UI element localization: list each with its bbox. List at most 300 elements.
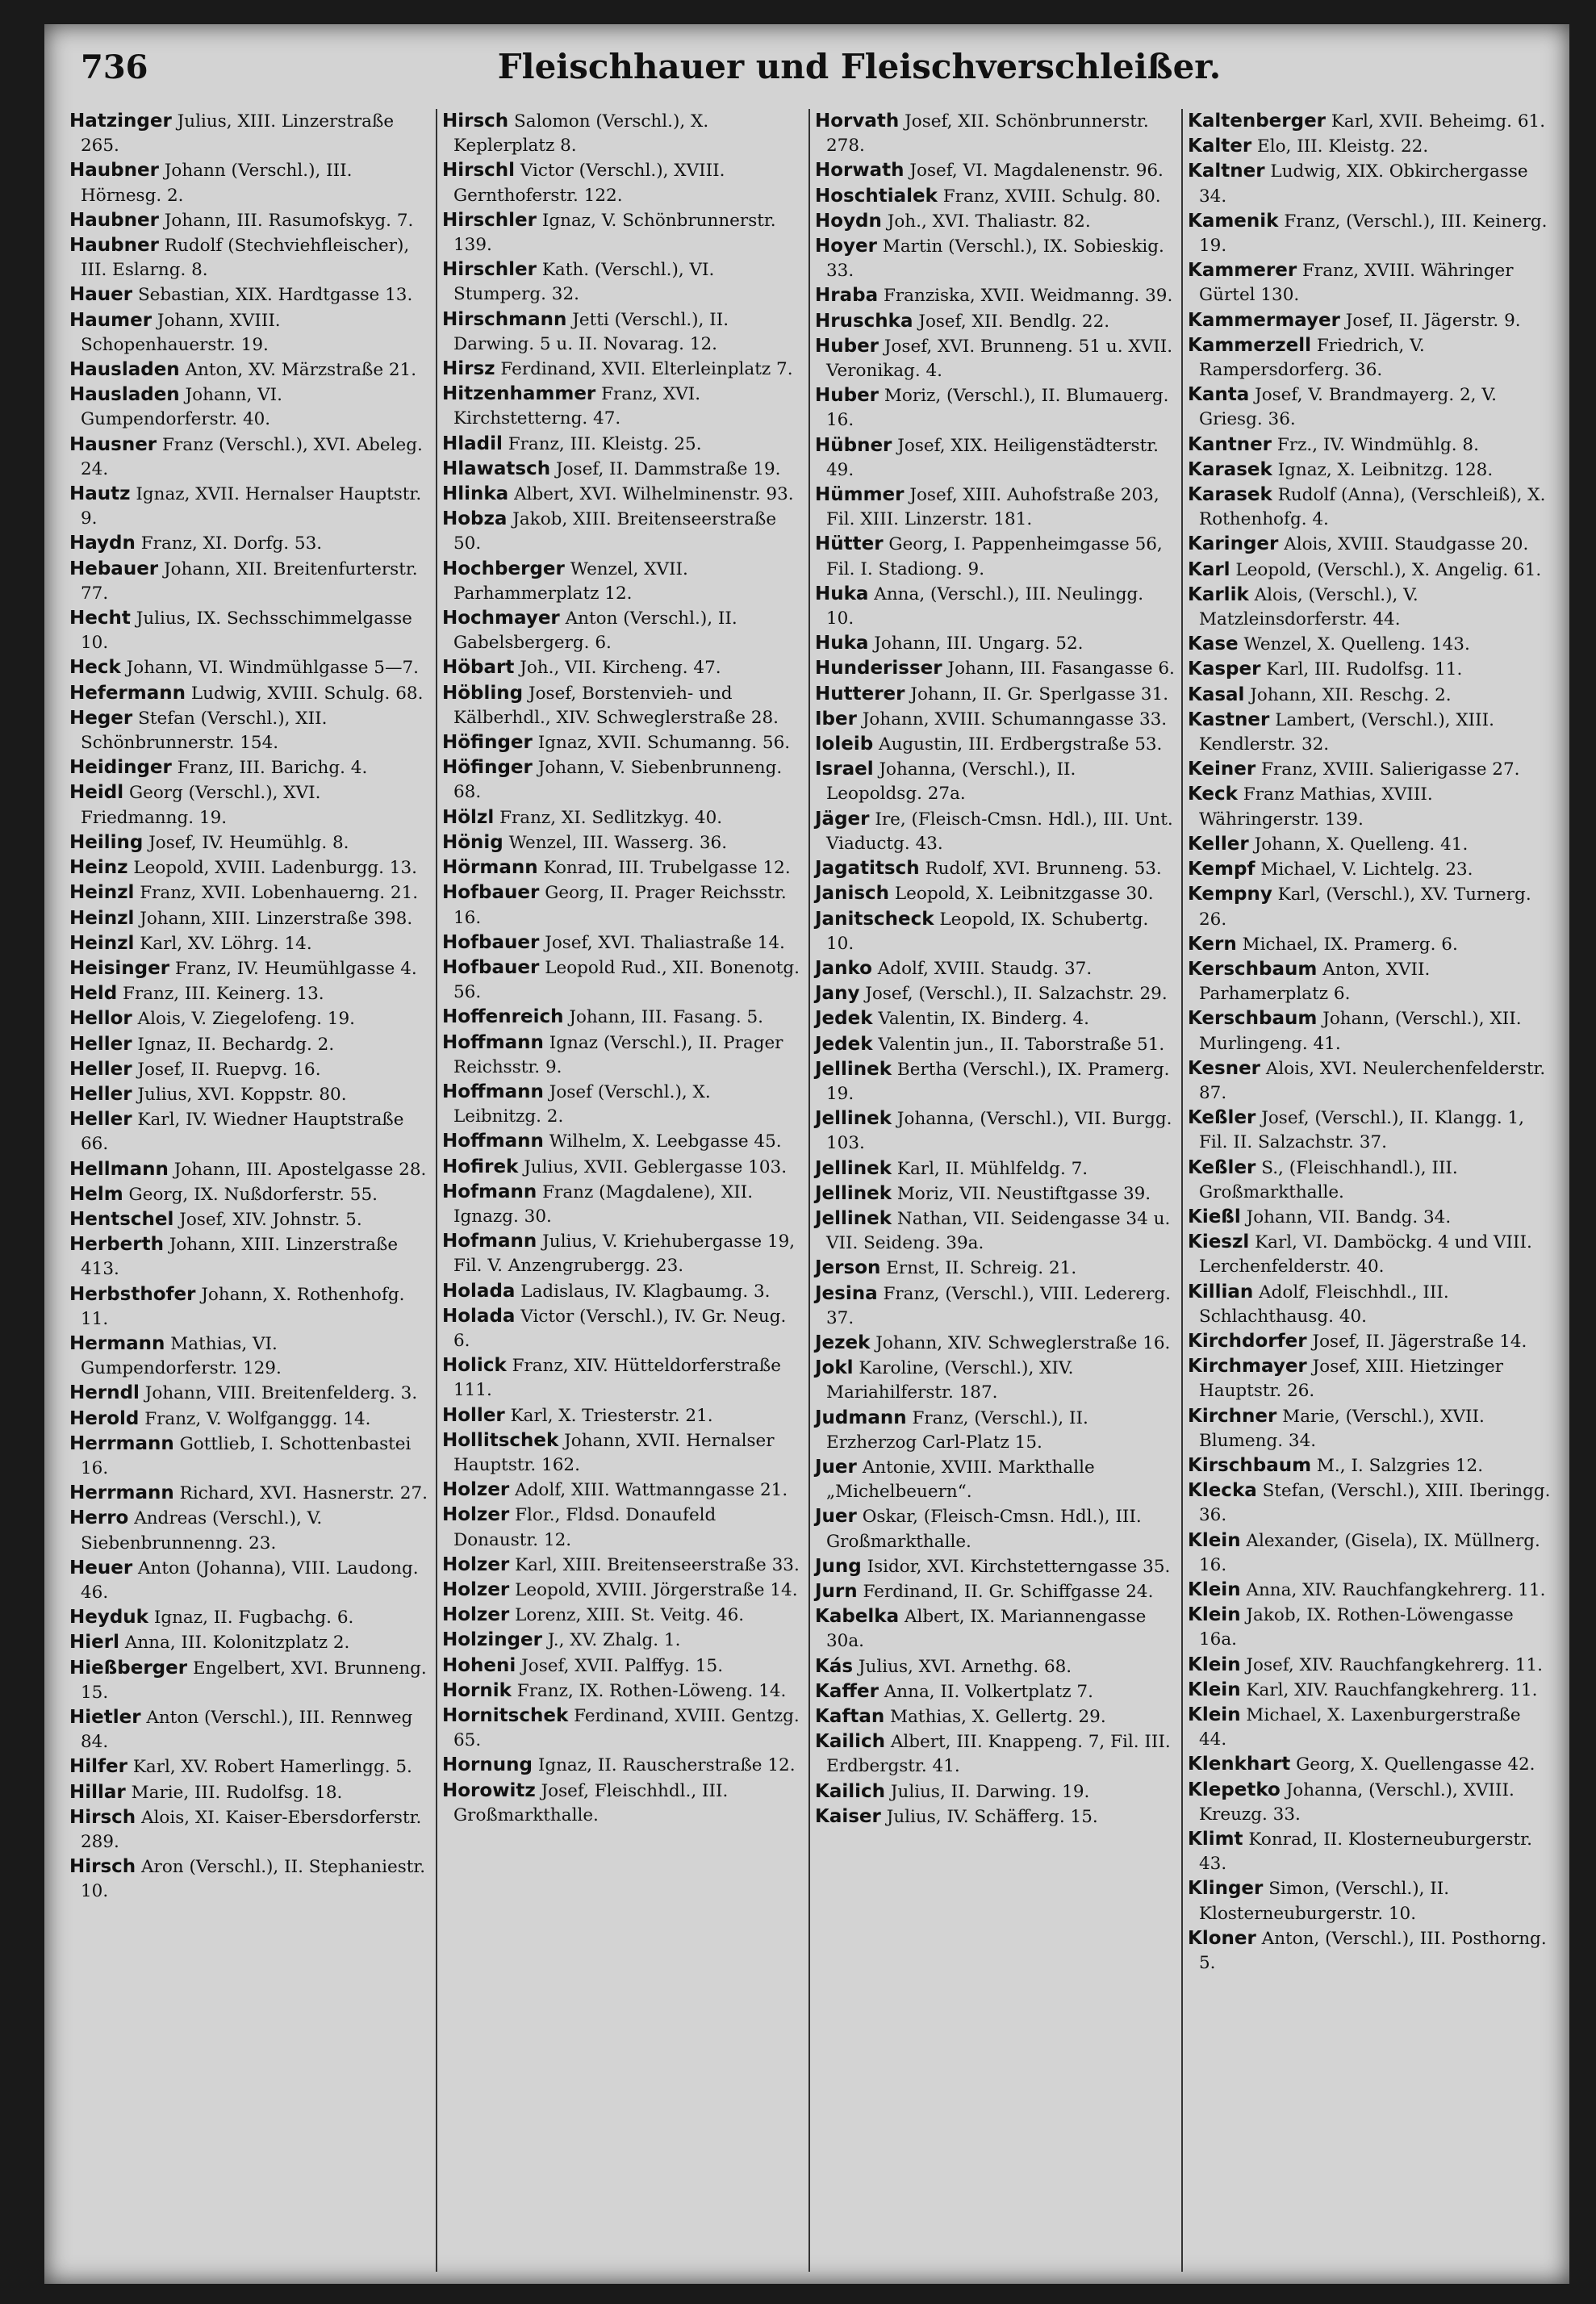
directory-entry: [69, 1282, 431, 1332]
entry-details: Victor (Verschl.), XVIII. Gernthoferstr. 122.: [453, 161, 725, 206]
entry-details: Konrad, II. Klosterneuburgerstr. 43.: [1199, 1829, 1532, 1875]
entry-details: Johann, XVIII. Schumanngasse 33.: [862, 709, 1168, 730]
entry-details: Valentin jun., II. Taborstraße 51.: [878, 1034, 1165, 1055]
entry-name: Hirschmann: [442, 308, 567, 330]
entry-details: Johann, XIII. Linzerstraße 413.: [81, 1235, 399, 1280]
entry-name: Hausladen: [69, 384, 180, 406]
entry-details: Johann, VII. Bandg. 34.: [1246, 1206, 1452, 1227]
entry-details: Richard, XVI. Hasnerstr. 27.: [179, 1483, 428, 1504]
entry-name: Huber: [815, 335, 879, 357]
directory-entry: [1188, 483, 1551, 532]
entry-name: Hofbauer: [442, 956, 540, 978]
directory-entry: [69, 433, 431, 482]
entry-details: Jetti (Verschl.), II. Darwing. 5 u. II. Novarag. 12.: [453, 309, 729, 354]
entry-details: Johann, III. Fasangasse 6.: [947, 659, 1175, 679]
entry-details: Johann, XVIII. Schopenhauerstr. 19.: [81, 310, 281, 355]
entry-name: Keßler: [1188, 1156, 1256, 1178]
entry-details: Wenzel, X. Quelleng. 143.: [1243, 634, 1470, 655]
entry-details: Georg (Verschl.), XVI. Friedmanng. 19.: [81, 783, 321, 828]
directory-entry: [1188, 1329, 1551, 1354]
entry-details: Anna, XIV. Rauchfangkehrerg. 11.: [1246, 1579, 1546, 1600]
directory-entry: [1188, 1578, 1551, 1603]
entry-name: Karasek: [1188, 484, 1272, 506]
entry-details: Georg, IX. Nußdorferstr. 55.: [128, 1184, 378, 1205]
entry-name: Herrmann: [69, 1432, 174, 1454]
directory-entry: [69, 1157, 431, 1182]
entry-name: Klinger: [1188, 1878, 1264, 1900]
entry-details: Franz, III. Barichg. 4.: [177, 758, 368, 779]
directory-entry: [69, 606, 431, 655]
entry-name: Hruschka: [815, 310, 913, 332]
entry-name: Holzer: [442, 1479, 510, 1501]
entry-details: Albert, IX. Mariannengasse 30a.: [826, 1607, 1147, 1652]
entry-name: Hoffmann: [442, 1081, 544, 1102]
entry-name: Höfinger: [442, 732, 533, 754]
entry-details: Josef, V. Brandmayerg. 2, V. Griesg. 36.: [1199, 385, 1497, 430]
entry-name: Kantner: [1188, 433, 1272, 455]
entry-name: Holler: [442, 1404, 505, 1426]
directory-page: [44, 24, 1569, 2284]
entry-name: Heyduk: [69, 1607, 148, 1629]
entry-name: Hausner: [69, 433, 157, 455]
entry-details: Leopold Rud., XII. Bonenotg. 56.: [453, 957, 800, 1003]
directory-entry: [1188, 1106, 1551, 1155]
entry-name: Kailich: [815, 1731, 886, 1753]
entry-details: Franz, XI. Sedlitzkyg. 40.: [499, 807, 723, 828]
entry-name: Haubner: [69, 209, 159, 231]
entry-details: Karl, (Verschl.), XV. Turnerg. 26.: [1199, 884, 1531, 930]
entry-details: Bertha (Verschl.), IX. Pramerg. 19.: [826, 1059, 1170, 1104]
entry-name: Kieszl: [1188, 1231, 1250, 1253]
entry-name: Höbart: [442, 657, 515, 679]
directory-entry: [815, 1156, 1176, 1181]
directory-entry: [442, 382, 804, 431]
directory-entry: [1188, 1678, 1551, 1703]
entry-details: Ignaz, V. Schönbrunnerstr. 139.: [453, 210, 776, 256]
directory-entry: [815, 1206, 1176, 1256]
entry-details: Johann, III. Apostelgasse 28.: [173, 1159, 427, 1180]
entry-details: Anton (Johanna), VIII. Laudong. 46.: [81, 1558, 419, 1603]
entry-name: Hirsz: [442, 358, 495, 380]
entry-details: Marie, (Verschl.), XVII. Blumeng. 34.: [1199, 1406, 1485, 1451]
entry-name: Kloner: [1188, 1927, 1256, 1949]
directory-entry: [442, 1753, 804, 1778]
directory-entry: [1188, 159, 1551, 208]
entry-details: Andreas (Verschl.), V. Siebenbrunnenng. 23.: [81, 1508, 323, 1553]
entry-details: Franz, XIV. Hütteldorferstraße 111.: [453, 1356, 781, 1401]
entry-details: Kath. (Verschl.), VI. Stumperg. 32.: [453, 260, 715, 305]
directory-entry: [442, 1080, 804, 1129]
directory-entry: [1188, 1354, 1551, 1403]
entry-details: Johann, XVII. Hernalser Hauptstr. 162.: [453, 1430, 775, 1475]
directory-entry: [69, 655, 431, 680]
entry-details: Albert, III. Knappeng. 7, Fil. III. Erdbergstr. 41.: [826, 1732, 1171, 1777]
entry-name: Kirchdorfer: [1188, 1330, 1307, 1352]
entry-name: Kanta: [1188, 384, 1250, 406]
entry-details: Aron (Verschl.), II. Stephaniestr. 10.: [81, 1857, 426, 1902]
entry-details: Alois, V. Ziegelofeng. 19.: [137, 1009, 355, 1030]
directory-entry: [1188, 1752, 1551, 1777]
directory-entry: [69, 282, 431, 307]
entry-details: Johanna, (Verschl.), VII. Burgg. 103.: [826, 1109, 1172, 1154]
entry-name: Herrmann: [69, 1482, 174, 1504]
entry-name: Heger: [69, 707, 133, 729]
directory-entry: [1188, 209, 1551, 258]
entry-name: Hoffenreich: [442, 1006, 564, 1028]
entry-name: Heiling: [69, 831, 144, 853]
directory-entry: [1188, 1478, 1551, 1528]
entry-details: Rudolf (Stechviehfleischer), III. Eslarng. 8.: [81, 236, 410, 281]
directory-entry: [69, 1182, 431, 1207]
entry-details: Alois, XI. Kaiser-Ebersdorferstr. 289.: [81, 1807, 422, 1853]
entry-details: Ernst, II. Schreig. 21.: [886, 1258, 1077, 1279]
entry-name: Hübner: [815, 434, 892, 456]
entry-details: Simon, (Verschl.), II. Klosterneuburgerstr. 10.: [1199, 1879, 1450, 1924]
entry-details: Julius, XIII. Linzerstraße 265.: [81, 111, 395, 157]
directory-entry: [1188, 957, 1551, 1006]
column-4: [1183, 109, 1556, 2272]
directory-entry: [815, 582, 1176, 631]
entry-name: Hofmann: [442, 1181, 537, 1202]
entry-details: Leopold, XVIII. Jörgerstraße 14.: [515, 1579, 798, 1600]
entry-details: Anton (Verschl.), III. Rennweg 84.: [81, 1708, 413, 1753]
directory-entry: [442, 482, 804, 507]
entry-name: Jurn: [815, 1580, 858, 1602]
entry-name: Heinz: [69, 857, 128, 879]
directory-entry: [69, 557, 431, 606]
entry-name: Klenkhart: [1188, 1754, 1291, 1775]
entry-name: Janisch: [815, 883, 890, 905]
directory-entry: [1188, 1926, 1551, 1976]
entry-name: Iber: [815, 708, 857, 730]
entry-details: Stefan, (Verschl.), XIII. Iberingg. 36.: [1199, 1481, 1551, 1526]
entry-details: Ignaz, II. Rauscherstraße 12.: [537, 1755, 796, 1776]
directory-entry: [69, 956, 431, 981]
directory-entry: [442, 1628, 804, 1653]
entry-details: Franz, XVII. Lobenhauerng. 21.: [140, 883, 419, 904]
entry-name: Hlinka: [442, 483, 509, 505]
entry-details: Johann, XII. Reschg. 2.: [1250, 684, 1452, 705]
entry-name: Jokl: [815, 1357, 854, 1379]
entry-name: Kammerzell: [1188, 334, 1311, 356]
directory-entry: [442, 1155, 804, 1180]
entry-details: Julius, V. Kriehubergasse 19, Fil. V. Anzengrubergg. 23.: [453, 1231, 796, 1277]
directory-entry: [1188, 433, 1551, 458]
directory-entry: [442, 557, 804, 606]
directory-entry: [442, 730, 804, 755]
entry-name: Keck: [1188, 784, 1238, 805]
entry-name: Holzinger: [442, 1629, 542, 1651]
entry-details: Franz, V. Wolfganggg. 14.: [144, 1408, 371, 1429]
entry-details: J., XV. Zhalg. 1.: [547, 1630, 681, 1651]
directory-entry: [815, 1406, 1176, 1455]
entry-name: Kern: [1188, 933, 1237, 955]
entry-details: Johann, (Verschl.), XII. Murlingeng. 41.: [1199, 1009, 1522, 1054]
entry-name: Hoffmann: [442, 1131, 544, 1152]
entry-details: Michael, X. Laxenburgerstraße 44.: [1199, 1705, 1521, 1750]
entry-name: Haydn: [69, 533, 136, 554]
entry-details: Josef (Verschl.), X. Leibnitzg. 2.: [453, 1081, 711, 1127]
directory-entry: [815, 682, 1176, 707]
entry-name: Karasek: [1188, 458, 1272, 480]
entry-name: Hautz: [69, 483, 131, 505]
entry-name: Holada: [442, 1280, 516, 1302]
directory-entry: [69, 531, 431, 556]
entry-name: Haumer: [69, 309, 152, 331]
entry-details: Georg, II. Prager Reichsstr. 16.: [453, 883, 787, 928]
entry-name: Kesner: [1188, 1057, 1261, 1079]
entry-name: Ioleib: [815, 734, 874, 755]
directory-entry: [442, 1129, 804, 1154]
entry-details: Franz (Magdalene), XII. Ignazg. 30.: [453, 1181, 754, 1227]
entry-name: Kammermayer: [1188, 309, 1340, 331]
entry-details: Ignaz, II. Fugbachg. 6.: [153, 1608, 354, 1629]
entry-name: Kasal: [1188, 684, 1245, 705]
entry-name: Hoffmann: [442, 1031, 544, 1053]
entry-details: Franz, IV. Heumühlgasse 4.: [174, 958, 417, 979]
entry-details: Franz, XVI. Kirchstetterng. 47.: [453, 384, 701, 429]
entry-details: Franz, III. Kleistg. 25.: [508, 433, 702, 454]
entry-details: Frz., IV. Windmühlg. 8.: [1276, 434, 1479, 455]
entry-details: Franz, XVIII. Schulg. 80.: [942, 186, 1161, 207]
entry-name: Hausladen: [69, 359, 180, 381]
entry-details: Michael, V. Lichtelg. 23.: [1260, 859, 1473, 880]
entry-details: Flor., Fldsd. Donaufeld Donaustr. 12.: [453, 1505, 717, 1550]
entry-details: Joh., XVI. Thaliastr. 82.: [887, 211, 1091, 232]
entry-details: Moriz, (Verschl.), II. Blumauerg. 16.: [826, 386, 1169, 431]
directory-entry: [442, 1779, 804, 1828]
directory-entry: [1188, 558, 1551, 583]
directory-entry: [1188, 1280, 1551, 1329]
entry-details: Karl, III. Rudolfsg. 11.: [1266, 659, 1463, 680]
entry-details: Franziska, XVII. Weidmanng. 39.: [883, 286, 1173, 307]
directory-entry: [815, 1455, 1176, 1504]
directory-entry: [442, 1603, 804, 1628]
entry-details: Julius, IX. Sechsschimmelgasse 10.: [81, 608, 412, 654]
entry-details: Lorenz, XIII. St. Veitg. 46.: [515, 1605, 745, 1626]
entry-details: Valentin, IX. Binderg. 4.: [878, 1009, 1089, 1030]
entry-details: Wenzel, XVII. Parhammerplatz 12.: [453, 558, 688, 604]
entry-name: Klecka: [1188, 1480, 1257, 1502]
entry-details: Johann, X. Quelleng. 41.: [1254, 834, 1469, 855]
directory-entry: [815, 1356, 1176, 1405]
entry-name: Hießberger: [69, 1657, 188, 1679]
entry-name: Hörmann: [442, 857, 538, 879]
entry-details: Ignaz, XVII. Hernalser Hauptstr. 9.: [81, 484, 422, 529]
directory-entry: [815, 158, 1176, 183]
entry-details: Johann, VI. Windmühlgasse 5—7.: [126, 658, 419, 679]
entry-details: Karl, VI. Damböckg. 4 und VIII. Lerchenfelderstr. 40.: [1199, 1232, 1532, 1277]
directory-entry: [442, 257, 804, 307]
entry-name: Heller: [69, 1058, 132, 1080]
entry-name: Kirschbaum: [1188, 1454, 1312, 1476]
directory-entry: [69, 1506, 431, 1555]
entry-name: Israel: [815, 759, 874, 780]
entry-name: Hecht: [69, 608, 131, 629]
entry-name: Hauer: [69, 284, 133, 306]
entry-details: Anna, (Verschl.), III. Neulingg. 10.: [826, 583, 1144, 629]
directory-entry: [815, 631, 1176, 656]
directory-entry: [442, 855, 804, 880]
entry-details: Alois, XVI. Neulerchenfelderstr. 87.: [1199, 1058, 1546, 1103]
entry-name: Helm: [69, 1183, 123, 1205]
entry-name: Huber: [815, 385, 879, 407]
entry-details: Alois, (Verschl.), V. Matzleinsdorferstr. 44.: [1199, 584, 1418, 630]
entry-name: Hebauer: [69, 558, 159, 579]
directory-entry: [69, 1381, 431, 1406]
entry-name: Kaltenberger: [1188, 111, 1327, 132]
entry-name: Horowitz: [442, 1779, 536, 1801]
entry-details: Konrad, III. Trubelgasse 12.: [543, 858, 791, 879]
directory-entry: [815, 1679, 1176, 1704]
entry-details: Alexander, (Gisela), IX. Müllnerg. 16.: [1199, 1530, 1540, 1575]
entry-name: Holick: [442, 1355, 507, 1377]
entry-details: Ferdinand, XVIII. Gentzg. 65.: [453, 1706, 800, 1751]
directory-entry: [442, 1304, 804, 1353]
entry-details: Johann, VIII. Breitenfelderg. 3.: [144, 1383, 418, 1404]
entry-name: Judmann: [815, 1407, 907, 1428]
entry-details: Josef, (Verschl.), II. Salzachstr. 29.: [865, 984, 1168, 1005]
entry-name: Hatzinger: [69, 111, 172, 132]
column-2: [437, 109, 810, 2272]
entry-details: Friedrich, V. Rampersdorferg. 36.: [1199, 335, 1425, 381]
entry-name: Karl: [1188, 558, 1230, 580]
entry-details: Ladislaus, IV. Klagbaumg. 3.: [520, 1281, 771, 1302]
directory-entry: [69, 482, 431, 531]
entry-name: Jany: [815, 983, 860, 1005]
directory-entry: [69, 1556, 431, 1605]
directory-entry: [69, 981, 431, 1006]
entry-details: Julius, XVI. Arnethg. 68.: [858, 1656, 1072, 1677]
directory-entry: [815, 1282, 1176, 1331]
entry-name: Herold: [69, 1407, 140, 1429]
entry-details: Ferdinand, II. Gr. Schiffgasse 24.: [863, 1581, 1154, 1602]
entry-details: Karl, X. Triesterstr. 21.: [510, 1405, 713, 1426]
directory-entry: [69, 830, 431, 855]
entry-name: Haubner: [69, 235, 159, 257]
directory-entry: [1188, 532, 1551, 557]
directory-entry: [442, 208, 804, 257]
directory-entry: [1188, 882, 1551, 931]
directory-entry: [815, 334, 1176, 383]
directory-entry: [815, 1181, 1176, 1206]
entry-details: Franz (Verschl.), XVI. Abeleg. 24.: [81, 434, 423, 479]
directory-entry: [1188, 1603, 1551, 1652]
entry-details: Georg, I. Pappenheimgasse 56, Fil. I. Stadiong. 9.: [826, 534, 1163, 579]
entry-name: Hillar: [69, 1781, 126, 1803]
entry-name: Horwath: [815, 160, 905, 182]
entry-name: Kase: [1188, 633, 1239, 655]
directory-entry: [815, 1779, 1176, 1804]
directory-entry: [815, 234, 1176, 283]
entry-name: Kabelka: [815, 1606, 900, 1628]
directory-entry: [442, 880, 804, 930]
directory-entry: [815, 732, 1176, 757]
entry-name: Huka: [815, 583, 869, 604]
entry-details: Rudolf (Anna), (Verschleiß), X. Rothenhofg. 4.: [1199, 485, 1546, 530]
entry-name: Holada: [442, 1305, 516, 1327]
directory-entry: [442, 681, 804, 730]
entry-name: Kempny: [1188, 884, 1272, 905]
directory-entry: [1188, 1528, 1551, 1578]
entry-name: Klein: [1188, 1654, 1241, 1675]
entry-details: Josef, XIX. Heiligenstädterstr. 49.: [826, 435, 1159, 480]
entry-details: Anton, XVII. Parhamerplatz 6.: [1199, 959, 1431, 1005]
directory-entry: [1188, 932, 1551, 957]
entry-name: Hutterer: [815, 683, 905, 705]
entry-name: Killian: [1188, 1281, 1254, 1303]
directory-entry: [442, 357, 804, 382]
entry-details: Leopold, XVIII. Ladenburgg. 13.: [133, 858, 417, 879]
entry-details: Karl, XIII. Breitenseerstraße 33.: [515, 1554, 800, 1575]
entry-details: Michael, IX. Pramerg. 6.: [1242, 934, 1458, 955]
entry-details: Johann, III. Fasang. 5.: [569, 1007, 764, 1028]
entry-details: Leopold, (Verschl.), X. Angelig. 61.: [1235, 559, 1542, 580]
directory-entry: [69, 1656, 431, 1705]
entry-details: Josef, XII. Schönbrunnerstr. 278.: [826, 111, 1149, 157]
directory-entry: [69, 1407, 431, 1432]
entry-name: Hietler: [69, 1707, 141, 1728]
directory-entry: [442, 930, 804, 955]
entry-name: Kirchner: [1188, 1405, 1277, 1427]
directory-entry: [442, 1478, 804, 1503]
directory-entry: [815, 1006, 1176, 1031]
entry-name: Heidl: [69, 782, 124, 804]
directory-entry: [69, 855, 431, 880]
entry-name: Jung: [815, 1555, 862, 1577]
entry-details: Anton, XV. Märzstraße 21.: [185, 360, 417, 381]
entry-details: Julius, II. Darwing. 19.: [890, 1781, 1090, 1802]
entry-details: Salomon (Verschl.), X. Keplerplatz 8.: [453, 111, 709, 157]
entry-name: Heinzl: [69, 932, 135, 954]
directory-entry: [1188, 683, 1551, 708]
directory-entry: [442, 1553, 804, 1578]
entry-details: Josef, VI. Magdalenenstr. 96.: [909, 161, 1164, 182]
directory-entry: [442, 1403, 804, 1428]
directory-entry: [815, 532, 1176, 581]
entry-details: Ignaz, XVII. Schumanng. 56.: [537, 733, 791, 754]
directory-entry: [442, 1005, 804, 1030]
directory-entry: [69, 1630, 431, 1655]
directory-entry: [442, 109, 804, 158]
directory-entry: [442, 655, 804, 680]
entry-name: Hraba: [815, 285, 879, 307]
entry-details: Josef, Borstenvieh- und Kälberhdl., XIV. Schweglerstraße 28.: [453, 683, 779, 728]
entry-details: Franz, III. Keinerg. 13.: [123, 984, 324, 1005]
entry-name: Jedek: [815, 1033, 873, 1055]
directory-entry: [815, 856, 1176, 881]
directory-entry: [69, 906, 431, 931]
entry-name: Kaiser: [815, 1805, 881, 1827]
entry-details: Isidor, XVI. Kirchstetterngasse 35.: [867, 1556, 1171, 1577]
entry-details: Josef, II. Jägerstr. 9.: [1345, 310, 1521, 331]
directory-entry: [815, 309, 1176, 334]
entry-details: Josef, IV. Heumühlg. 8.: [148, 832, 349, 853]
entry-name: Heck: [69, 657, 121, 679]
entry-name: Klein: [1188, 1529, 1241, 1551]
entry-name: Keller: [1188, 833, 1249, 855]
entry-name: Hoydn: [815, 210, 882, 232]
entry-details: Antonie, XVIII. Markthalle „Michelbeuern“.: [826, 1457, 1095, 1503]
column-3: [810, 109, 1183, 2272]
entry-name: Klein: [1188, 1579, 1241, 1600]
directory-entry: [69, 383, 431, 432]
entry-name: Höfinger: [442, 757, 533, 779]
directory-entry: [69, 1481, 431, 1506]
directory-entry: [1188, 1453, 1551, 1478]
entry-name: Hirsch: [442, 111, 509, 132]
entry-details: Jakob, XIII. Breitenseerstraße 50.: [453, 509, 777, 554]
